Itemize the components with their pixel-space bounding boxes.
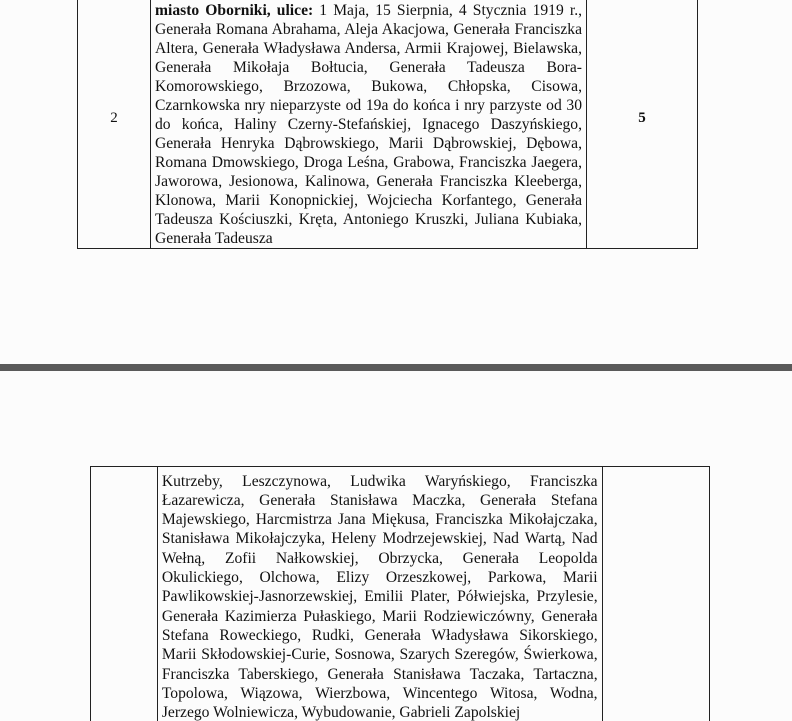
district-table-bottom — [90, 466, 710, 721]
district-table-top — [77, 0, 698, 249]
district-number-cell — [78, 0, 151, 249]
district-number-cell — [91, 467, 158, 721]
page-divider — [0, 364, 792, 371]
table-row — [78, 0, 698, 249]
streets-list-part2: Kutrzeby, Leszczynowa, Ludwika Waryńskiego, Franciszka Łazarewicza, Generała Stanisława Maczka, Generała Stefana Majewskiego, Harcmistrza Jana Miękusa, Franciszka Mikołajczaka, Stanisława Mikołajczyka, Heleny Modrzejewskiej, Nad Wartą, Nad Wełną, Zofii Nałkowskiej, Obrzycka, Generała Leopolda Okulickiego, Olchowa, Elizy Orzeszkowej, Parkowa, Marii Pawlikowskiej-Jasnorzewskiej, Emilii Plater, Półwiejska, Przylesie, Generała Kazimierza Pułaskiego, Marii Rodziewiczówny, Generała Stefana Roweckiego, Rudki, Generała Władysława Sikorskiego, Marii Skłodowskiej-Curie, Sosnowa, Szarych Szeregów, Świerkowa, Franciszka Taberskiego, Generała Stanisława Taczaka, Tartaczna, Topolowa, Wiązowa, Wierzbowa, Wincentego Witosa, Wodna, Jerzego Wolniewicza, Wybudowanie, Gabrieli Zapolskiej — [161, 472, 598, 721]
district-description — [151, 0, 586, 248]
place-label: miasto Oborniki, ulice: — [155, 2, 314, 19]
seats-cell — [602, 467, 709, 721]
district-description-cell — [151, 0, 587, 249]
district-description-cell — [157, 467, 602, 721]
table-row — [91, 467, 710, 721]
streets-list-part1: 1 Maja, 15 Sierpnia, 4 Stycznia 1919 r., Generała Romana Abrahama, Aleja Akacjowa, Generała Franciszka Altera, Generała Władysława Andersa, Armii Krajowej, Bielawska, Generała Mikołaja Bołtucia, Generała Tadeusza Bora-Komorowskiego, Brzozowa, Bukowa, Chłopska, Cisowa, Czarnkowska nry nieparzyste od 19a do końca i nry parzyste od 30 do końca, Haliny Czerny-Stefańskiej, Ignacego Daszyńskiego, Generała Henryka Dąbrowskiego, Marii Dąbrowskiej, Dębowa, Romana Dmowskiego, Droga Leśna, Grabowa, Franciszka Jaegera, Jaworowa, Jesionowa, Kalinowa, Generała Franciszka Kleeberga, Klonowa, Marii Konopnickiej, Wojciecha Korfantego, Generała Tadeusza Kościuszki, Kręta, Antoniego Kruszki, Juliana Kubiaka, Generała Tadeusza — [155, 2, 582, 247]
seats-cell — [587, 0, 698, 249]
seats-count: 5 — [638, 110, 646, 126]
page-bottom — [0, 371, 792, 721]
district-number: 2 — [110, 110, 118, 126]
